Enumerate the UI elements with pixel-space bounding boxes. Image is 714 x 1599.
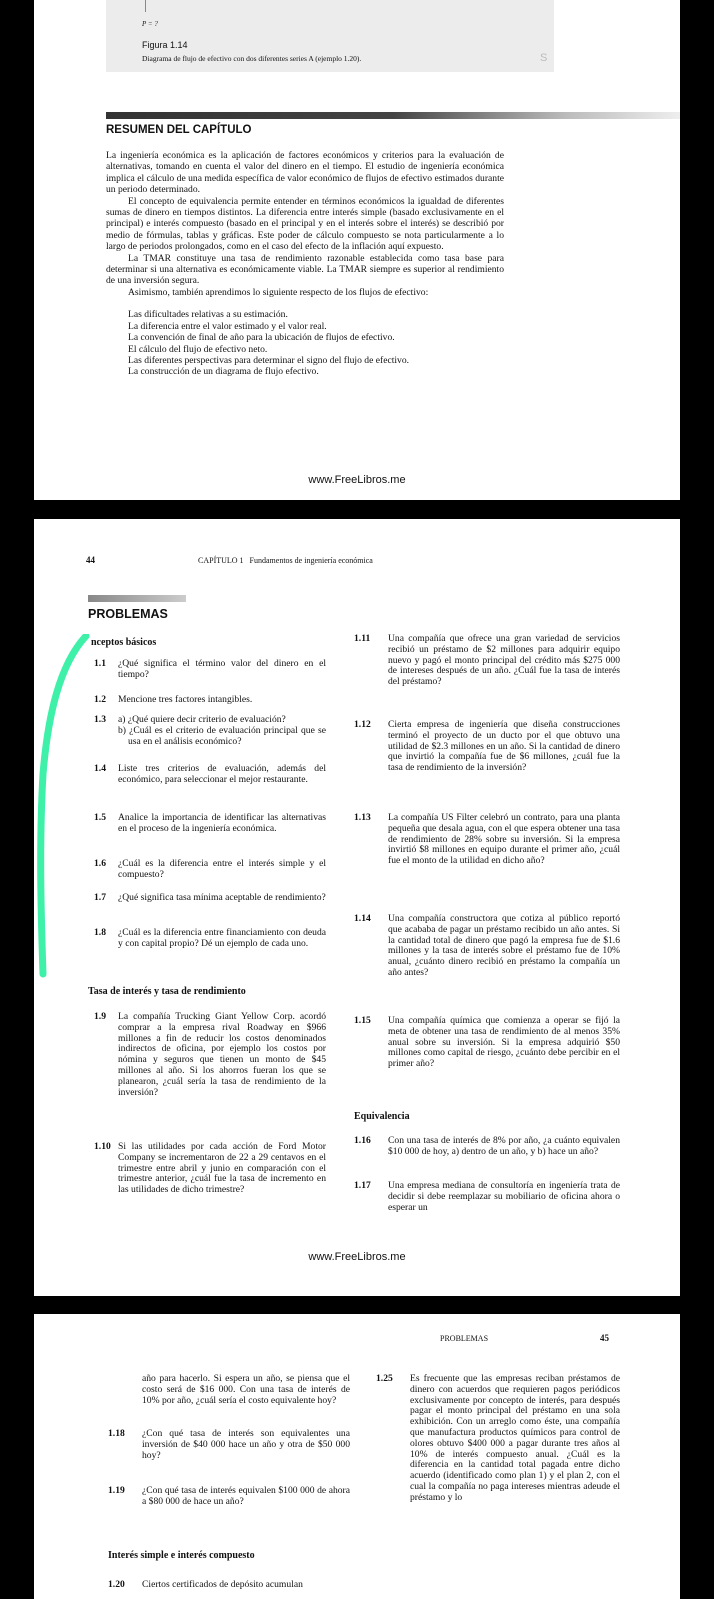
problem-number: 1.12 [354,719,371,730]
problem-number: 1.6 [94,858,106,869]
problem-text: ¿Con qué tasa de interés son equivalentes una inversión de $40 000 hace un año y otra de $50 000 hoy? [142,1428,350,1461]
list-item: Las dificultades relativas a su estimación. [128,309,288,321]
annotation-stroke [34,634,94,994]
running-head: PROBLEMAS [440,1334,489,1343]
problem-subitem-a: a) ¿Qué quiere decir criterio de evaluación? [118,714,286,725]
section-rule [106,112,680,119]
page-number: 44 [86,555,95,565]
problem-number: 1.25 [376,1373,393,1384]
problems-title: PROBLEMAS [88,607,168,621]
heading-interest-rate: Tasa de interés y tasa de rendimiento [88,986,246,997]
problem-item [354,1136,620,1158]
list-item: La convención de final de año para la ubicación de flujos de efectivo. [128,332,395,344]
problem-number: 1.8 [94,927,106,938]
problem-item [354,1016,620,1070]
figure-panel [106,0,554,72]
figure-label: Figura 1.14 [142,40,188,50]
problem-text: Mencione tres factores intangibles. [118,694,253,705]
problem-text: Analice la importancia de identificar las alternativas en el proceso de la ingeniería económica. [118,812,326,834]
page-footer: www.FreeLibros.me [308,1251,406,1263]
problem-text: Ciertos certificados de depósito acumulan [142,1579,303,1590]
problem-number: 1.4 [94,763,106,774]
problem-subitem-b: b) ¿Cuál es el criterio de evaluación principal que se usa en el análisis económico? [118,724,326,747]
page-summary [34,0,680,500]
problem-number: 1.1 [94,658,106,669]
problem-text: ¿Cuál es la diferencia entre el interés simple y el compuesto? [118,858,326,880]
problem-text: La compañía US Filter celebró un contrato, para una planta pequeña que desala agua, con el que espera obtener una tasa de rendimiento de 28% sobre su inversión. Si la empresa invirtió $8 millones en equipo durante el primer año, ¿cuál fue el monto de la utilidad en dicho año? [388,812,620,867]
problem-number: 1.19 [108,1485,125,1496]
problem-text: Una compañía que ofrece una gran variedad de servicios recibió un préstamo de $2 millones para adquirir equipo nuevo y pagó el monto principal del crédito más $275 000 de intereses después de un año. ¿Cuál fue la tasa de interés del préstamo? [388,633,620,688]
problem-item [354,813,620,867]
list-item: La construcción de un diagrama de flujo efectivo. [128,366,319,378]
section-rule [88,595,186,602]
problem-text: ¿Qué significa tasa mínima aceptable de rendimiento? [118,892,326,903]
problem-number: 1.14 [354,913,371,924]
problem-number: 1.11 [354,633,371,644]
margin-mark: S [540,52,548,64]
problem-text: Una compañía constructora que cotiza al público reportó que acababa de pagar un préstamo recibido un año antes. Si la cantidad total de dinero que pagó la empresa fue de $1.6 millones y la tasa de interés sobre el préstamo fue de 10% anual, ¿cuánto dinero recibió en préstamo la compañía un año antes? [388,913,620,978]
summary-paragraph: Asimismo, también aprendimos lo siguiente respecto de los flujos de efectivo: [128,286,429,298]
problem-text: ¿Cuál es la diferencia entre financiamiento con deuda y con capital propio? Dé un ejemplo de cada uno. [118,927,326,949]
problem-item [94,695,326,706]
problem-continuation [118,1374,350,1406]
problem-text: Es frecuente que las empresas reciban préstamos de dinero con acuerdos que requieren pagos periódicos exclusivamente por concepto de interés, para después pagar el monto principal del préstamo en una sola exhibición. Con un arreglo como éste, una compañía que manufactura productos químicos para control de olores obtuvo $400 000 a pagar durante tres años al 10% de interés compuesto anual. ¿Cuál es la diferencia en la cantidad total pagada entre dicho acuerdo (identificado como plan 1) y el plan 2, con el cual la compañía no paga intereses mientras adeude el préstamo y lo [410,1373,620,1503]
problem-number: 1.5 [94,812,106,823]
problem-text: Liste tres criterios de evaluación, además del económico, para seleccionar el mejor restaurante. [118,763,326,785]
problem-text: Con una tasa de interés de 8% por año, ¿a cuánto equivalen $10 000 de hoy, a) dentro de un año, y b) hace un año? [388,1135,620,1157]
problem-number: 1.13 [354,812,371,823]
problem-text: ¿Con qué tasa de interés equivalen $100 000 de ahora a $80 000 de hace un año? [142,1485,350,1507]
problem-text: Cierta empresa de ingeniería que diseña construcciones terminó el proyecto de un ducto por el que obtuvo una utilidad de $2.3 millones en un año. Si la cantidad de dinero que invirtió la compañía fue de $6 millones, ¿cuál fue la tasa de rendimiento de la inversión? [388,719,620,774]
problem-number: 1.20 [108,1579,125,1590]
problem-item [94,859,326,881]
problem-number: 1.16 [354,1135,371,1146]
list-item: Las diferentes perspectivas para determinar el signo del flujo de efectivo. [128,354,410,366]
problem-number: 1.10 [94,1141,111,1152]
running-head: CAPÍTULO 1 Fundamentos de ingeniería económica [198,556,373,565]
problem-number: 1.17 [354,1180,371,1191]
problem-number: 1.7 [94,892,106,903]
figure-caption: Diagrama de flujo de efectivo con dos diferentes series A (ejemplo 1.20). [142,54,362,63]
summary-paragraph: El concepto de equivalencia permite entender en términos económicos la igualdad de diferentes sumas de dinero en tiempos distintos. La diferencia entre interés simple (basado exclusivamente en el principal) e interés compuesto (basado en el principal y en el interés sobre el interés) se describió por medio de fórmulas, tablas y gráficas. Este poder de cálculo compuesto se nota particularmente a lo largo de periodos prolongados, como en el caso del efecto de la inflación aquí expuesto. [106,195,504,253]
problem-item [94,1142,326,1196]
problem-item [94,659,326,681]
problem-number: 1.9 [94,1011,106,1022]
problem-number: 1.3 [94,714,106,725]
problem-item [108,1486,350,1508]
problem-text: Una compañía química que comienza a operar se fijó la meta de obtener una tasa de rendimiento de al menos 35% anual sobre su inversión. Si la empresa adquirió $50 millones como capital de riesgo, ¿cuánto debe percibir en el primer año? [388,1015,620,1070]
problem-item [376,1374,620,1504]
page-number: 45 [600,1333,609,1343]
problem-item [94,928,326,950]
heading-simple-compound: Interés simple e interés compuesto [108,1550,255,1561]
problem-text: La compañía Trucking Giant Yellow Corp. acordó comprar a la empresa rival Roadway en $966 millones a fin de reducir los costos denominados indirectos de oficina, por ejemplo los costos por nómina y seguros que tienen un monto de $45 millones al año. Si los ahorros fueran los que se planearon, ¿cuál sería la tasa de rendimiento de la inversión? [118,1011,326,1098]
var-label: P = ? [142,20,158,28]
problem-item [94,1012,326,1098]
heading-basic-concepts: nceptos básicos [91,637,157,648]
page-problems-continued [34,1314,680,1599]
problem-item [354,634,620,688]
heading-equivalence: Equivalencia [354,1111,410,1122]
problem-number: 1.18 [108,1428,125,1439]
list-item: El cálculo del flujo de efectivo neto. [128,343,268,355]
summary-body [106,150,504,378]
problem-text: Una empresa mediana de consultoría en ingeniería trata de decidir si debe reemplazar su mobiliario de oficina ahora o esperar un [388,1180,620,1213]
list-item: La diferencia entre el valor estimado y el valor real. [128,320,327,332]
problem-item [94,893,326,904]
summary-list [106,309,504,377]
problem-text: ¿Qué significa el término valor del dinero en el tiempo? [118,658,326,680]
summary-paragraph: La TMAR constituye una tasa de rendimiento razonable establecida como tasa base para determinar si una alternativa es económicamente viable. La TMAR siempre es superior al rendimiento de una inversión segura. [106,252,504,287]
summary-title: RESUMEN DEL CAPÍTULO [106,124,252,136]
summary-paragraph: La ingeniería económica es la aplicación de factores económicos y criterios para la evaluación de alternativas, tomando en cuenta el valor del dinero en el tiempo. El estudio de ingeniería económica implica el cálculo de una medida específica de valor económico de flujos de efectivo estimados durante un periodo determinado. [106,150,504,196]
problem-number: 1.2 [94,694,106,705]
problem-item [108,1429,350,1461]
problem-item [94,764,326,786]
problem-text: Si las utilidades por cada acción de Ford Motor Company se incrementaron de 22 a 29 centavos en el trimestre entre abril y junio en comparación con el trimestre anterior, ¿cuál fue la tasa de incremento en las utilidades de dicho trimestre? [118,1141,326,1196]
problem-item [354,1181,620,1213]
page-footer: www.FreeLibros.me [308,474,406,486]
problem-item [354,914,620,979]
problem-number: 1.15 [354,1015,371,1026]
down-arrow-icon [145,0,146,12]
problem-item [94,813,326,835]
problem-text: año para hacerlo. Si espera un año, se piensa que el costo será de $16 000. Con una tasa de interés de 10% por año, ¿cuál sería el costo equivalente hoy? [142,1373,350,1406]
problem-item [94,715,326,747]
page-problems [34,519,680,1296]
problem-item [354,720,620,774]
problem-item [108,1580,350,1591]
